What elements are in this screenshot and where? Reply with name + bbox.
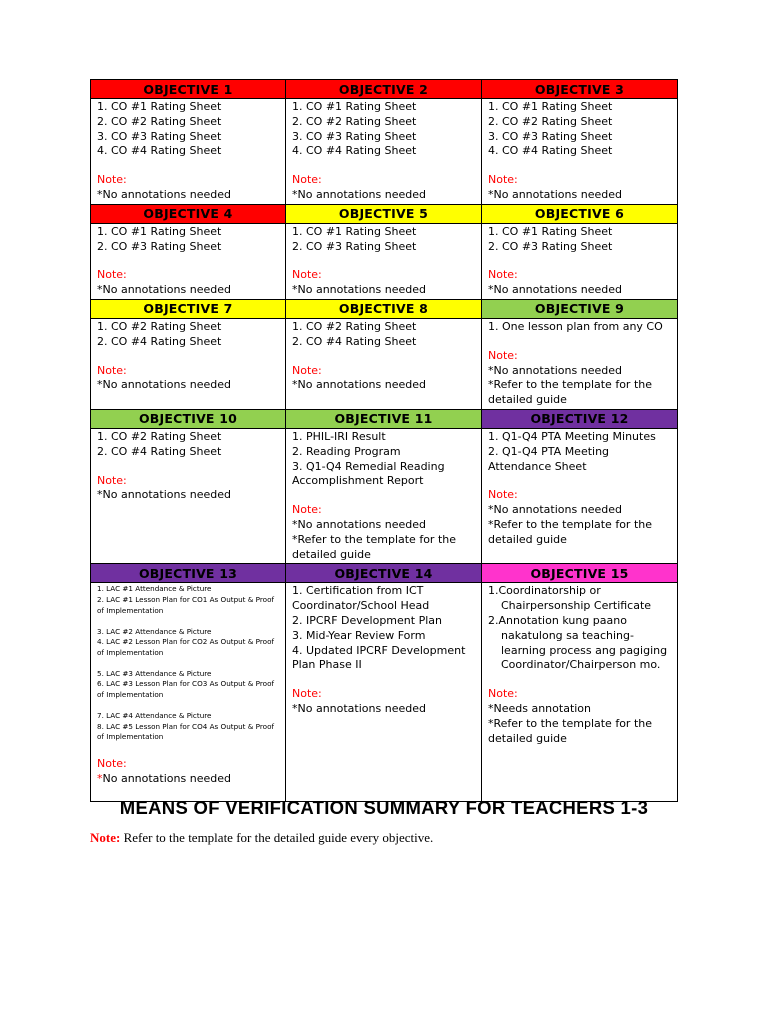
requirement-item: 7. LAC #4 Attendance & Picture: [97, 711, 212, 721]
requirement-item: 2. CO #2 Rating Sheet: [292, 114, 417, 128]
requirement-item: 3. Q1-Q4 Remedial Reading Accomplishment Report: [292, 459, 445, 488]
requirement-list: [488, 584, 672, 673]
requirement-item: 1. CO #1 Rating Sheet: [488, 224, 613, 238]
requirement-item: 2. CO #2 Rating Sheet: [488, 114, 613, 128]
content-row: [91, 428, 678, 563]
requirement-item: 1. LAC #1 Attendance & Picture: [97, 584, 212, 594]
objective-content: [286, 223, 482, 299]
requirement-item: 2. CO #3 Rating Sheet: [97, 239, 222, 253]
objective-content: [482, 428, 678, 563]
requirement-list: [488, 225, 672, 255]
requirement-list: [292, 430, 476, 489]
objective-header: OBJECTIVE 8: [286, 299, 482, 318]
requirement-item: 4. LAC #2 Lesson Plan for CO2 As Output & Proof of Implementation: [97, 637, 275, 657]
requirement-item: 2. Reading Program: [292, 444, 401, 458]
requirement-list: [97, 430, 280, 460]
footer-note: [90, 830, 433, 846]
note-line: *No annotations needed: [97, 488, 231, 502]
objective-header: OBJECTIVE 2: [286, 80, 482, 99]
note-label: Note:: [292, 503, 322, 517]
note-label: Note:: [488, 488, 518, 502]
requirement-item: 1. CO #2 Rating Sheet: [97, 429, 222, 443]
header-row: [91, 564, 678, 583]
objective-header: OBJECTIVE 12: [482, 409, 678, 428]
note-line: *Refer to the template for the detailed guide: [488, 378, 652, 407]
note-line: *No annotations needed: [488, 187, 622, 201]
note-label: Note:: [292, 173, 322, 187]
objective-header: OBJECTIVE 3: [482, 80, 678, 99]
note-label: Note:: [488, 173, 518, 187]
objective-header: OBJECTIVE 1: [91, 80, 286, 99]
requirement-item: 2. CO #4 Rating Sheet: [97, 444, 222, 458]
requirement-list: [97, 584, 280, 743]
requirement-list: [292, 320, 476, 350]
objective-header: OBJECTIVE 7: [91, 299, 286, 318]
requirement-item: 3. CO #3 Rating Sheet: [292, 129, 417, 143]
note-label: Note:: [292, 687, 322, 701]
objective-header: OBJECTIVE 10: [91, 409, 286, 428]
note-label: Note:: [488, 268, 518, 282]
note-line: *No annotations needed: [292, 517, 426, 531]
requirement-item: 1. CO #1 Rating Sheet: [97, 224, 222, 238]
requirement-item: 3. Mid-Year Review Form: [292, 628, 426, 642]
requirement-list: [292, 225, 476, 255]
content-row: [91, 223, 678, 299]
objective-content: [91, 223, 286, 299]
requirement-list: [488, 320, 672, 335]
requirement-item: 3. CO #3 Rating Sheet: [488, 129, 613, 143]
objective-content: [482, 583, 678, 802]
note-line: *No annotations needed: [488, 503, 622, 517]
requirement-item: 1. CO #1 Rating Sheet: [292, 100, 417, 113]
note-label: Note:: [97, 363, 127, 377]
requirement-item: 5. LAC #3 Attendance & Picture: [97, 668, 212, 678]
requirement-item: 1. PHIL-IRI Result: [292, 429, 386, 443]
requirement-item: 1. CO #1 Rating Sheet: [488, 100, 613, 113]
requirement-list: [488, 430, 672, 474]
objective-content: [91, 318, 286, 409]
note-label: Note:: [488, 348, 518, 362]
requirement-item: 2. CO #3 Rating Sheet: [292, 239, 417, 253]
requirement-item: 8. LAC #5 Lesson Plan for CO4 As Output & Proof of Implementation: [97, 721, 275, 742]
objective-content: [286, 583, 482, 802]
header-row: [91, 409, 678, 428]
requirement-item: 1. CO #2 Rating Sheet: [292, 319, 417, 333]
footer-note-text: Refer to the template for the detailed guide every objective.: [120, 830, 434, 845]
requirement-item: 2.Annotation kung paano nakatulong sa teaching-learning process ang pagiging Coordinator/Chairperson mo.: [488, 613, 668, 672]
note-line: *Refer to the template for the detailed guide: [292, 532, 456, 561]
note-label: Note:: [292, 363, 322, 377]
objective-header: OBJECTIVE 9: [482, 299, 678, 318]
objective-header: OBJECTIVE 14: [286, 564, 482, 583]
objective-header: OBJECTIVE 5: [286, 204, 482, 223]
requirement-item: 3. LAC #2 Attendance & Picture: [97, 626, 212, 636]
objective-content: [286, 318, 482, 409]
requirement-item: 2. LAC #1 Lesson Plan for CO1 As Output & Proof of Implementation: [97, 594, 275, 615]
objective-content: [482, 318, 678, 409]
objective-content: [286, 99, 482, 205]
note-line: *No annotations needed: [292, 187, 426, 201]
note-line: *No annotations needed: [488, 363, 622, 377]
requirement-item: 2. CO #2 Rating Sheet: [97, 114, 222, 128]
requirement-item: 6. LAC #3 Lesson Plan for CO3 As Output & Proof of Implementation: [97, 679, 275, 700]
note-line: *No annotations needed: [292, 283, 426, 297]
requirement-item: 4. Updated IPCRF Development Plan Phase II: [292, 643, 466, 672]
requirement-item: 1. CO #1 Rating Sheet: [97, 100, 222, 113]
requirement-list: [292, 584, 476, 673]
note-line: [97, 772, 280, 787]
note-line: *Refer to the template for the detailed guide: [488, 716, 652, 745]
note-line: *No annotations needed: [488, 283, 622, 297]
content-row: [91, 318, 678, 409]
requirement-list: [97, 100, 280, 159]
note-star: *: [97, 771, 103, 785]
requirement-item: 2. IPCRF Development Plan: [292, 613, 442, 627]
note-label: Note:: [97, 268, 127, 282]
objective-header: OBJECTIVE 4: [91, 204, 286, 223]
requirement-item: 2. CO #4 Rating Sheet: [97, 334, 222, 348]
objective-content: [482, 99, 678, 205]
objectives-table: [90, 79, 678, 802]
note-line: *No annotations needed: [97, 187, 231, 201]
note-line: *No annotations needed: [292, 378, 426, 392]
note-line: *Refer to the template for the detailed guide: [488, 517, 652, 546]
requirement-item: 2. CO #3 Rating Sheet: [488, 239, 613, 253]
objective-header: OBJECTIVE 11: [286, 409, 482, 428]
requirement-item: 1. CO #1 Rating Sheet: [292, 224, 417, 238]
note-label: Note:: [292, 268, 322, 282]
note-label: Note:: [97, 173, 127, 187]
header-row: [91, 80, 678, 99]
footer-note-label: Note:: [90, 830, 121, 845]
requirement-list: [488, 100, 672, 159]
note-line: *No annotations needed: [97, 283, 231, 297]
requirement-list: [97, 320, 280, 350]
objective-content: [91, 428, 286, 563]
header-row: [91, 204, 678, 223]
note-label: Note:: [97, 473, 127, 487]
requirement-item: 1. One lesson plan from any CO: [488, 319, 663, 333]
requirement-item: 1. Q1-Q4 PTA Meeting Minutes: [488, 429, 656, 443]
note-label: Note:: [97, 756, 127, 770]
requirement-item: 2. CO #4 Rating Sheet: [292, 334, 417, 348]
requirement-item: 1. CO #2 Rating Sheet: [97, 319, 222, 333]
objective-header: OBJECTIVE 6: [482, 204, 678, 223]
objective-content: [482, 223, 678, 299]
requirement-item: 2. Q1-Q4 PTA Meeting Attendance Sheet: [488, 444, 610, 473]
requirement-item: 3. CO #3 Rating Sheet: [97, 129, 222, 143]
note-line: *Needs annotation: [488, 701, 592, 715]
note-label: Note:: [488, 687, 518, 701]
requirement-item: 4. CO #4 Rating Sheet: [97, 144, 222, 158]
page-title: MEANS OF VERIFICATION SUMMARY FOR TEACHERS 1-3: [119, 797, 649, 818]
requirement-list: [292, 100, 476, 159]
note-text: No annotations needed: [102, 771, 231, 785]
objective-content: [286, 428, 482, 563]
objective-content: [91, 99, 286, 205]
requirement-item: 4. CO #4 Rating Sheet: [292, 144, 417, 158]
header-row: [91, 299, 678, 318]
content-row: [91, 583, 678, 802]
requirement-item: 1. Certification from ICT Coordinator/School Head: [292, 584, 430, 613]
objective-content: [91, 583, 286, 802]
note-line: *No annotations needed: [292, 701, 426, 715]
objective-header: OBJECTIVE 13: [91, 564, 286, 583]
requirement-list: [97, 225, 280, 255]
content-row: [91, 99, 678, 205]
note-line: *No annotations needed: [97, 378, 231, 392]
objective-header: OBJECTIVE 15: [482, 564, 678, 583]
requirement-item: 4. CO #4 Rating Sheet: [488, 144, 613, 158]
requirement-item: 1.Coordinatorship or Chairpersonship Certificate: [488, 584, 652, 613]
